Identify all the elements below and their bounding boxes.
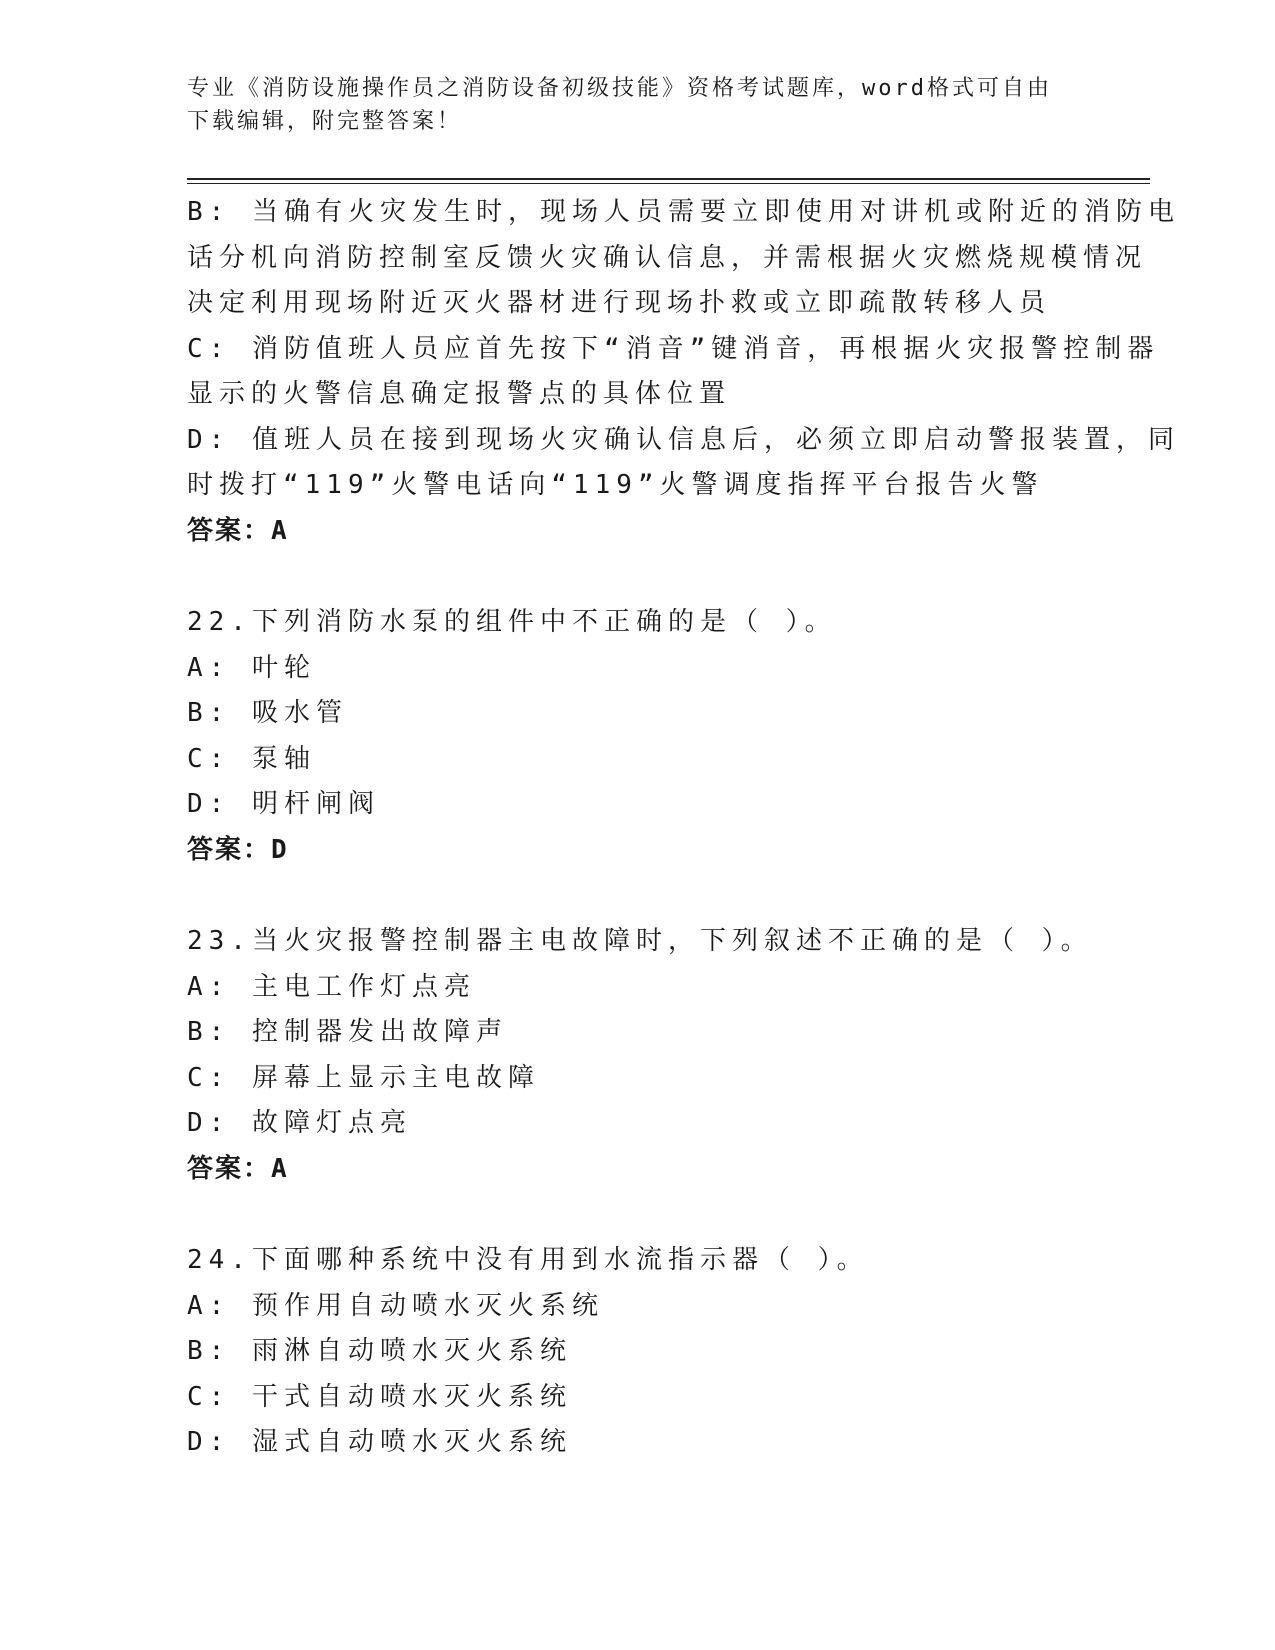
answer-label: 答案：A	[187, 515, 289, 546]
option-d: D: 故障灯点亮	[187, 1108, 412, 1138]
option-line: 决定利用现场附近灭火器材进行现场扑救或立即疏散转移人员	[187, 288, 1052, 318]
option-c: C: 屏幕上显示主电故障	[187, 1062, 540, 1093]
option-line: D: 值班人员在接到现场火灾确认信息后，必须立即启动警报装置，同	[187, 424, 1180, 455]
option-a: A: 叶轮	[187, 652, 316, 683]
option-d: D: 湿式自动喷水灭火系统	[187, 1427, 572, 1457]
option-d: D: 明杆闸阀	[187, 789, 380, 819]
page-header: 专业《消防设施操作员之消防设备初级技能》资格考试题库，word格式可自由下载编辑，附完整答案！	[187, 76, 1052, 134]
header-rule-thick	[187, 178, 1150, 180]
question-24	[187, 1238, 1087, 1466]
question-22	[187, 600, 1087, 873]
option-a: A: 主电工作灯点亮	[187, 971, 476, 1002]
option-c: C: 干式自动喷水灭火系统	[187, 1381, 572, 1412]
option-a: A: 预作用自动喷水灭火系统	[187, 1290, 604, 1321]
question-23	[187, 919, 1093, 1192]
question-stem: 22.下列消防水泵的组件中不正确的是（ ）。	[187, 607, 837, 637]
option-b: B: 雨淋自动喷水灭火系统	[187, 1336, 572, 1366]
option-b: B: 吸水管	[187, 698, 348, 728]
question-stem: 24.下面哪种系统中没有用到水流指示器（ ）。	[187, 1245, 869, 1275]
question-stem: 23.当火灾报警控制器主电故障时，下列叙述不正确的是（ ）。	[187, 926, 1093, 956]
option-line: B: 当确有火灾发生时，现场人员需要立即使用对讲机或附近的消防电	[187, 197, 1180, 227]
option-b: B: 控制器发出故障声	[187, 1017, 508, 1047]
answer-label: 答案：A	[187, 1153, 289, 1184]
prev-question-options	[187, 190, 1180, 509]
option-line: 显示的火警信息确定报警点的具体位置	[187, 379, 732, 409]
question-content	[187, 190, 1180, 1466]
header-rule-thin	[187, 183, 1150, 184]
option-line: C: 消防值班人员应首先按下“消音”键消音，再根据火灾报警控制器	[187, 333, 1160, 364]
answer-label: 答案：D	[187, 834, 289, 865]
option-line: 时拨打“119”火警电话向“119”火警调度指挥平台报告火警	[187, 470, 1044, 500]
option-c: C: 泵轴	[187, 743, 316, 774]
option-line: 话分机向消防控制室反馈火灾确认信息，并需根据火灾燃烧规模情况	[187, 242, 1148, 273]
